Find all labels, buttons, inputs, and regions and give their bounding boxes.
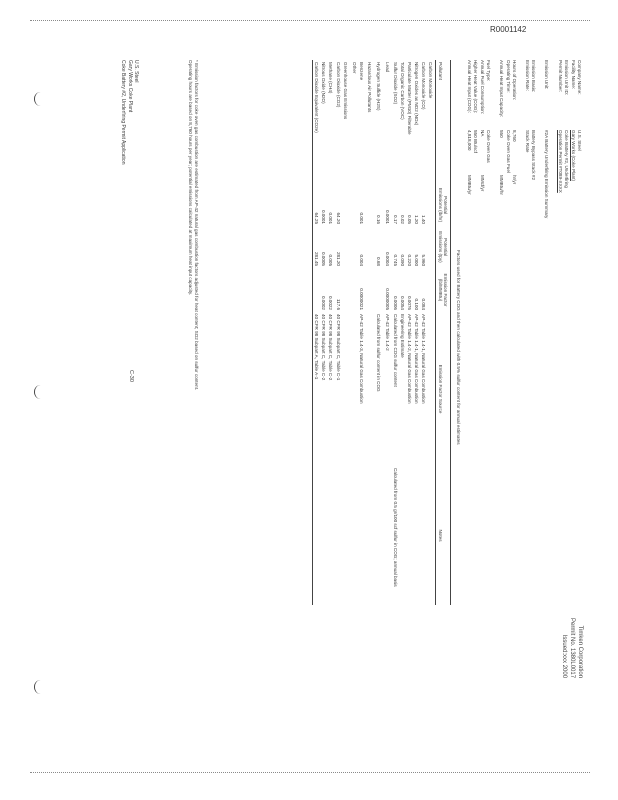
value: NA bbox=[479, 130, 485, 137]
footnote: Operating hours are based on 8,760 hours per year; potential emissions calculated at maximum heat input capacity. bbox=[188, 60, 194, 296]
table-cell: 0.0001 bbox=[385, 209, 391, 224]
col-header: Pollutant bbox=[435, 60, 450, 184]
table-cell bbox=[366, 466, 373, 605]
label: Emission Unit ID: bbox=[564, 60, 570, 96]
col-header: Potential Emissions (tpy) bbox=[435, 226, 450, 268]
extra bbox=[472, 175, 478, 195]
table-row bbox=[413, 60, 420, 605]
table-cell: AP-42 Table 1.4-1, Natural Gas Combustion bbox=[414, 314, 420, 404]
hours-units bbox=[498, 175, 517, 195]
table-cell: 0.0076 bbox=[406, 295, 412, 310]
rotated-page bbox=[54, 50, 594, 740]
table-cell bbox=[373, 466, 375, 605]
table-cell: Total Organic Carbon (VOC) bbox=[399, 62, 405, 120]
table-cell bbox=[335, 466, 342, 605]
table-cell bbox=[366, 226, 373, 268]
table-cell: Carbon Dioxide Equivalent (CO2e) bbox=[313, 60, 321, 184]
table-cell: 0.084 bbox=[421, 298, 427, 310]
table-header-row bbox=[435, 60, 450, 605]
table-cell bbox=[342, 312, 349, 466]
unit: MMBtu/hr bbox=[499, 175, 505, 195]
table-cell bbox=[313, 466, 321, 605]
table-cell: 0.0006 bbox=[392, 295, 398, 310]
label: Emission Basis: bbox=[531, 60, 536, 93]
table-cell: Benzene bbox=[359, 62, 365, 81]
table-cell: 0.02 bbox=[399, 215, 405, 224]
value: Coke Oven Gas Fuel bbox=[505, 130, 511, 173]
table-cell: Hazardous Air Pollutants bbox=[366, 62, 372, 113]
value: 4,818,000 bbox=[466, 130, 472, 151]
table-row bbox=[399, 60, 406, 605]
table-cell: Carbon Monoxide (CO) bbox=[421, 62, 427, 110]
table-cell bbox=[366, 312, 373, 466]
bottom-left-block bbox=[120, 60, 139, 165]
footnotes bbox=[188, 60, 199, 620]
table-cell bbox=[342, 184, 349, 226]
punch-hole-top bbox=[34, 92, 47, 106]
bottom-dotted-border bbox=[30, 772, 590, 773]
table-cell bbox=[384, 466, 391, 605]
table-cell: AP-42 Table 1.4-2, Natural Gas Combustion bbox=[406, 314, 412, 404]
col-header: Emission Factor Source bbox=[435, 312, 450, 466]
value: 8,760 bbox=[512, 130, 517, 142]
table-cell: Calculated from sulfur content in COG bbox=[376, 314, 381, 392]
unit: hr/yr bbox=[512, 175, 517, 185]
label: Permit Number: bbox=[557, 60, 563, 93]
table-row bbox=[382, 60, 384, 605]
table-cell bbox=[358, 466, 365, 605]
table-cell: Carbon Dioxide (CO2) bbox=[335, 62, 341, 108]
value: Coke Battery #2, Underfiring bbox=[564, 130, 570, 188]
value: U.S. Steel bbox=[577, 130, 582, 151]
table-cell: 0.0001 bbox=[321, 209, 327, 224]
table-cell: Methane (CH4) bbox=[328, 62, 334, 94]
table-cell bbox=[427, 466, 435, 605]
footer-line: U.S. Steel bbox=[133, 60, 139, 83]
table-cell bbox=[375, 268, 382, 312]
value: Gary Works (Coke Plant) bbox=[570, 130, 576, 181]
label: Higher Heat Value (COG): bbox=[473, 60, 479, 114]
table-cell bbox=[349, 466, 351, 605]
fuel-extra bbox=[465, 175, 491, 195]
table-row bbox=[420, 60, 427, 605]
table-cell: 0.090 bbox=[399, 254, 405, 266]
table-cell: AP-42 Table 1.4-2 bbox=[385, 314, 391, 351]
table-cell: Calculated from COG sulfur content bbox=[392, 314, 398, 387]
punch-hole-middle bbox=[34, 385, 47, 399]
table-cell: 40 CFR 98 Subpart A, Table A-1 bbox=[313, 312, 321, 466]
table-row bbox=[349, 60, 351, 605]
table-cell: 0.100 bbox=[414, 298, 420, 310]
value: 550 Btu/scf bbox=[473, 130, 479, 153]
table-row bbox=[358, 60, 365, 605]
label: Annual Fuel Consumption: bbox=[479, 60, 485, 115]
table-cell: 0.0000005 bbox=[385, 288, 391, 310]
table-cell: 0.68 bbox=[376, 257, 381, 266]
table-cell bbox=[373, 268, 375, 312]
table-row bbox=[351, 60, 358, 605]
table-cell: 40 CFR 98 Subpart C, Table C-2 bbox=[321, 314, 327, 381]
table-cell bbox=[351, 312, 358, 466]
table-cell bbox=[382, 312, 384, 466]
col-header: Potential Emissions (lb/hr) bbox=[435, 184, 450, 226]
punch-hole-bottom bbox=[34, 680, 47, 694]
table-cell bbox=[366, 268, 373, 312]
table-cell bbox=[366, 184, 373, 226]
table-cell bbox=[373, 184, 375, 226]
table-cell: 0.0005 bbox=[321, 251, 327, 266]
table-row bbox=[313, 60, 321, 605]
table-cell bbox=[382, 268, 384, 312]
table-row bbox=[406, 60, 413, 605]
table-cell bbox=[342, 268, 349, 312]
extra: MMBtu/yr bbox=[466, 175, 472, 195]
table-cell: 0.004 bbox=[359, 254, 365, 266]
table-cell bbox=[327, 466, 334, 605]
header-values bbox=[556, 130, 582, 193]
table-cell bbox=[373, 60, 375, 184]
table-row bbox=[335, 60, 342, 605]
footer-line: Coke Battery #2, Underfiring Permit Application bbox=[120, 60, 127, 165]
table-cell: Nitrous Oxide (N2O) bbox=[321, 62, 327, 104]
table-cell bbox=[399, 466, 406, 605]
table-cell: 0.745 bbox=[392, 254, 398, 266]
value: 550 bbox=[499, 130, 505, 138]
label: Annual Heat Input Capacity: bbox=[499, 60, 505, 118]
table-cell: 0.17 bbox=[392, 215, 398, 224]
table-cell: 0.0004 bbox=[385, 251, 391, 266]
table-cell: AP-42 Table 1.4-1, Natural Gas Combustion bbox=[421, 314, 427, 404]
extra bbox=[485, 175, 491, 195]
emissions-table bbox=[312, 60, 451, 605]
table-cell: 40 CFR 98 Subpart C, Table C-1 bbox=[335, 314, 341, 381]
table-cell: 0.001 bbox=[328, 212, 334, 224]
value: Battery Bypass Stack #2 bbox=[531, 130, 536, 181]
table-cell: 0.05 bbox=[406, 215, 412, 224]
table-cell bbox=[406, 466, 413, 605]
table-cell: 0.0054 bbox=[399, 295, 405, 310]
footnote: * Emission factors for coke oven gas combustion are estimated from AP-42 natural gas combustion factors adjusted for heat content; SO2 based on sulfur content. bbox=[194, 60, 199, 391]
table-cell bbox=[349, 268, 351, 312]
table-cell bbox=[349, 226, 351, 268]
extra: MMcf/yr bbox=[479, 175, 485, 192]
table-cell bbox=[351, 466, 358, 605]
table-cell bbox=[382, 466, 384, 605]
table-cell: 281.20 bbox=[335, 251, 341, 266]
col-header: Emission Factor (lb/MMBtu) bbox=[435, 268, 450, 312]
basis-values bbox=[523, 130, 536, 180]
table-cell bbox=[382, 60, 384, 184]
table-cell bbox=[427, 312, 435, 466]
table-cell: 0.0022 bbox=[328, 295, 334, 310]
factor-note: Factors used for Battery COG and then calculated with 0.5% sulfur content for annual estimates bbox=[456, 250, 461, 445]
table-row bbox=[375, 60, 382, 605]
label: Fuel Type: bbox=[486, 60, 491, 82]
table-row bbox=[373, 60, 375, 605]
label: Annual Heat Input (COG): bbox=[466, 60, 472, 113]
header-labels bbox=[556, 60, 582, 95]
table-cell bbox=[420, 466, 427, 605]
footer-line: Gary Works Coke Plant bbox=[126, 60, 133, 113]
basis-labels bbox=[523, 60, 536, 92]
table-cell: 0.005 bbox=[328, 254, 334, 266]
bates-number: R0001142 bbox=[490, 25, 527, 34]
table-cell bbox=[427, 226, 435, 268]
table-cell: 5.000 bbox=[414, 254, 420, 266]
header-right-line: Permit No. 1380L0017 bbox=[569, 618, 575, 679]
table-cell: Engineering Estimate bbox=[399, 314, 405, 358]
table-cell: Lead bbox=[385, 62, 391, 73]
table-row bbox=[366, 60, 373, 605]
table-cell bbox=[427, 268, 435, 312]
table-cell bbox=[349, 184, 351, 226]
table-cell: 1.20 bbox=[414, 215, 420, 224]
table-row bbox=[342, 60, 349, 605]
table-cell bbox=[351, 226, 358, 268]
table-cell bbox=[375, 466, 382, 605]
table-cell: Other bbox=[352, 62, 358, 74]
table-row bbox=[327, 60, 334, 605]
emission-unit-value: #2A Battery Underfiring Emission Summary bbox=[544, 130, 549, 219]
table-cell: 1.40 bbox=[421, 215, 427, 224]
top-dotted-border bbox=[30, 20, 590, 21]
header-right bbox=[560, 618, 584, 678]
value: Stack Rate bbox=[524, 130, 530, 153]
value: Operation Permit #T089-XXXX bbox=[557, 130, 563, 193]
header-right-line: Issued:xxx 2000 bbox=[561, 634, 567, 679]
table-cell: 40 CFR 98 Subpart C, Table C-2 bbox=[328, 314, 334, 381]
table-cell: 0.001 bbox=[359, 212, 365, 224]
table-cell: 0.0002 bbox=[321, 295, 327, 310]
table-cell: Particulate Matter (PM10) Filterable bbox=[406, 62, 412, 135]
table-cell: 64.25 bbox=[313, 184, 321, 226]
label: Operating Time: bbox=[505, 60, 511, 93]
unit bbox=[504, 175, 510, 195]
table-cell bbox=[427, 184, 435, 226]
table-cell bbox=[313, 268, 321, 312]
table-row bbox=[391, 60, 398, 605]
table-cell: 117.6 bbox=[335, 298, 341, 310]
table-cell: Sulfur Dioxide (SO2) bbox=[392, 62, 398, 105]
table-cell bbox=[349, 312, 351, 466]
table-cell: Hydrogen Sulfide (H2S) bbox=[376, 62, 381, 111]
table-cell: 5.960 bbox=[421, 254, 427, 266]
table-cell: AP-42 Table 1.4-3, Natural Gas Combustion bbox=[359, 314, 365, 404]
header-right-line: Timken Corporation bbox=[577, 625, 583, 679]
table-cell bbox=[413, 466, 420, 605]
hours-values bbox=[498, 130, 517, 173]
page-number: C-30 bbox=[128, 370, 134, 382]
table-row bbox=[320, 60, 327, 605]
table-cell: 0.220 bbox=[406, 254, 412, 266]
table-cell bbox=[342, 466, 349, 605]
table-cell bbox=[373, 226, 375, 268]
table-cell bbox=[382, 184, 384, 226]
label: Facility Name: bbox=[570, 60, 576, 90]
emission-unit-label: Emission Unit: bbox=[544, 60, 549, 90]
label: Emission Rate: bbox=[524, 60, 530, 91]
col-header: Notes bbox=[435, 466, 450, 605]
table-cell: Greenhouse Gas Emissions bbox=[342, 62, 348, 120]
table-cell: 0.0000021 bbox=[359, 288, 365, 310]
table-cell bbox=[351, 184, 358, 226]
table-row bbox=[384, 60, 391, 605]
table-cell: Carbon Monoxide bbox=[428, 62, 434, 99]
table-cell: Calculated from 0.5 gr/100 scf sulfur in COG; annual basis bbox=[392, 468, 398, 587]
table-cell: 64.20 bbox=[335, 212, 341, 224]
table-cell bbox=[382, 226, 384, 268]
label: Company Name: bbox=[577, 60, 582, 95]
table-cell: 281.45 bbox=[313, 226, 321, 268]
table-row bbox=[427, 60, 435, 605]
table-cell bbox=[351, 268, 358, 312]
table-cell: 0.16 bbox=[376, 215, 381, 224]
hours-labels bbox=[498, 60, 517, 117]
table-cell bbox=[342, 226, 349, 268]
table-cell bbox=[320, 466, 327, 605]
table-cell bbox=[373, 312, 375, 466]
label: Hours of Operation: bbox=[512, 60, 517, 101]
fuel-values bbox=[465, 130, 491, 163]
table-cell: Nitrogen Oxides as NO2 (NOx) bbox=[414, 62, 420, 126]
value: Coke Oven Gas bbox=[486, 130, 491, 163]
table-cell bbox=[349, 60, 351, 184]
fuel-labels bbox=[465, 60, 491, 114]
